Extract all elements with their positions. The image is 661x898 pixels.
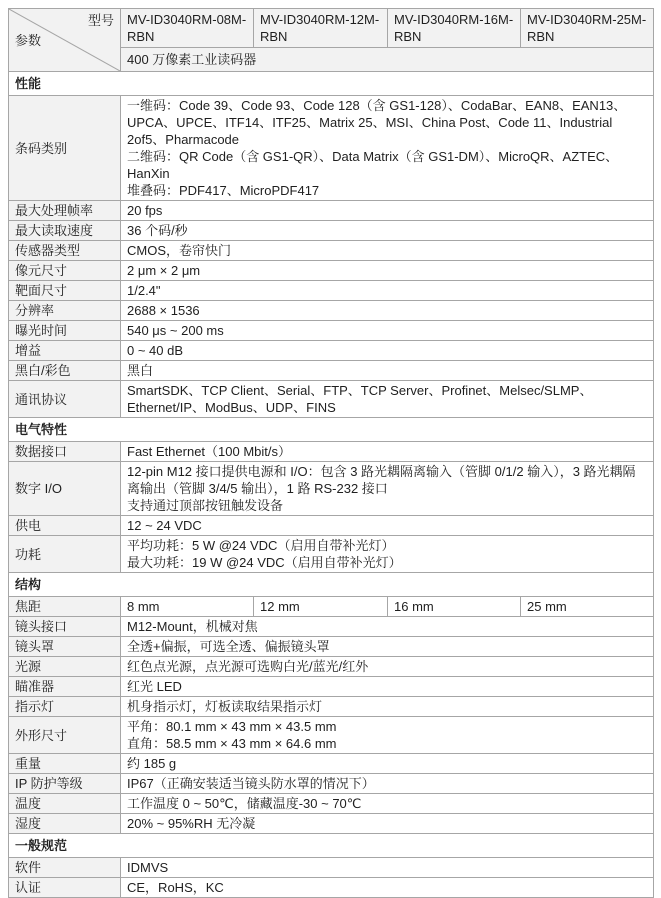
spec-value: 25 mm (521, 597, 654, 617)
spec-value: Fast Ethernet（100 Mbit/s） (121, 442, 654, 462)
spec-row-max-read-speed (9, 221, 654, 241)
spec-label: 数据接口 (9, 442, 121, 462)
spec-value: 36 个码/秒 (121, 221, 654, 241)
spec-row-indicator (9, 697, 654, 717)
spec-value: 2688 × 1536 (121, 301, 654, 321)
spec-value-line: 平角：80.1 mm × 43 mm × 43.5 mm (127, 719, 337, 734)
spec-value (121, 96, 654, 201)
spec-value: 16 mm (388, 597, 521, 617)
spec-label: 传感器类型 (9, 241, 121, 261)
spec-label: 增益 (9, 341, 121, 361)
spec-value: 0 ~ 40 dB (121, 341, 654, 361)
spec-label: 分辨率 (9, 301, 121, 321)
spec-label: 最大读取速度 (9, 221, 121, 241)
section-header-electrical (9, 418, 654, 442)
spec-label: 外形尺寸 (9, 717, 121, 754)
spec-label: 镜头接口 (9, 617, 121, 637)
spec-row-aimer (9, 677, 654, 697)
corner-cell (9, 9, 121, 72)
section-title: 性能 (9, 72, 654, 96)
spec-label: 数字 I/O (9, 462, 121, 516)
spec-label: 重量 (9, 754, 121, 774)
spec-label: 镜头罩 (9, 637, 121, 657)
spec-row-power-supply (9, 516, 654, 536)
spec-value-line: 堆叠码：PDF417、MicroPDF417 (127, 183, 320, 198)
spec-value: 1/2.4" (121, 281, 654, 301)
spec-value: 20% ~ 95%RH 无冷凝 (121, 814, 654, 834)
spec-value (121, 717, 654, 754)
spec-row-dimensions (9, 717, 654, 754)
spec-label: IP 防护等级 (9, 774, 121, 794)
spec-value: 12 ~ 24 VDC (121, 516, 654, 536)
spec-label: 指示灯 (9, 697, 121, 717)
spec-row-lens-mount (9, 617, 654, 637)
spec-row-max-frame-rate (9, 201, 654, 221)
spec-value: 8 mm (121, 597, 254, 617)
spec-value-line: 直角：58.5 mm × 43 mm × 64.6 mm (127, 736, 337, 751)
spec-row-weight (9, 754, 654, 774)
spec-row-temperature (9, 794, 654, 814)
spec-value: CMOS，卷帘快门 (121, 241, 654, 261)
spec-value-line: 支持通过顶部按钮触发设备 (127, 498, 284, 513)
spec-label: 温度 (9, 794, 121, 814)
model-header-row (9, 9, 654, 48)
spec-value: 约 185 g (121, 754, 654, 774)
model-name: MV-ID3040RM-08M-RBN (121, 9, 254, 48)
section-header-general (9, 834, 654, 858)
spec-table (8, 8, 654, 898)
section-header-structure (9, 573, 654, 597)
spec-row-protocols (9, 381, 654, 418)
spec-row-sensor-format (9, 281, 654, 301)
model-name: MV-ID3040RM-16M-RBN (388, 9, 521, 48)
spec-label: 像元尺寸 (9, 261, 121, 281)
spec-value-line: 12-pin M12 接口提供电源和 I/O：包含 3 路光耦隔离输入（管脚 0/1/2 输入），3 路光耦隔离输出（管脚 3/4/5 输出），1 路 RS-232 接口 (127, 464, 636, 496)
spec-label: 供电 (9, 516, 121, 536)
spec-row-data-interface (9, 442, 654, 462)
spec-row-certification (9, 878, 654, 898)
spec-value: CE，RoHS，KC (121, 878, 654, 898)
spec-value: 20 fps (121, 201, 654, 221)
spec-row-power-consumption (9, 536, 654, 573)
spec-row-digital-io (9, 462, 654, 516)
spec-label: 曝光时间 (9, 321, 121, 341)
spec-row-sensor-type (9, 241, 654, 261)
section-title: 结构 (9, 573, 654, 597)
spec-row-barcode-types (9, 96, 654, 201)
spec-value: SmartSDK、TCP Client、Serial、FTP、TCP Server、Profinet、Melsec/SLMP、Ethernet/IP、ModBus、UDP、FINS (121, 381, 654, 418)
spec-value: 工作温度 0 ~ 50℃，储藏温度-30 ~ 70℃ (121, 794, 654, 814)
spec-row-lens-cover (9, 637, 654, 657)
spec-row-resolution (9, 301, 654, 321)
spec-label: 软件 (9, 858, 121, 878)
spec-value: 黑白 (121, 361, 654, 381)
spec-value-line: 二维码：QR Code（含 GS1-QR）、Data Matrix（含 GS1-DM）、MicroQR、AZTEC、HanXin (127, 149, 619, 181)
spec-label: 条码类别 (9, 96, 121, 201)
section-header-performance (9, 72, 654, 96)
spec-value: 机身指示灯，灯板读取结果指示灯 (121, 697, 654, 717)
spec-row-exposure-time (9, 321, 654, 341)
spec-row-software (9, 858, 654, 878)
spec-label: 光源 (9, 657, 121, 677)
spec-row-humidity (9, 814, 654, 834)
spec-value: IP67（正确安装适当镜头防水罩的情况下） (121, 774, 654, 794)
spec-row-ip-rating (9, 774, 654, 794)
corner-param-label: 参数 (15, 33, 42, 48)
spec-value: 红色点光源，点光源可选购白光/蓝光/红外 (121, 657, 654, 677)
spec-value: 红光 LED (121, 677, 654, 697)
spec-row-light-source (9, 657, 654, 677)
spec-value: IDMVS (121, 858, 654, 878)
spec-label: 靶面尺寸 (9, 281, 121, 301)
section-title: 电气特性 (9, 418, 654, 442)
model-name: MV-ID3040RM-12M-RBN (254, 9, 388, 48)
spec-value: 12 mm (254, 597, 388, 617)
spec-label: 认证 (9, 878, 121, 898)
spec-value: 2 μm × 2 μm (121, 261, 654, 281)
spec-label: 黑白/彩色 (9, 361, 121, 381)
spec-label: 通讯协议 (9, 381, 121, 418)
spec-label: 功耗 (9, 536, 121, 573)
spec-label: 最大处理帧率 (9, 201, 121, 221)
spec-row-focal-length (9, 597, 654, 617)
corner-model-label: 型号 (87, 13, 114, 28)
series-description: 400 万像素工业读码器 (121, 48, 654, 72)
spec-value-line: 一维码：Code 39、Code 93、Code 128（含 GS1-128）、CodaBar、EAN8、EAN13、UPCA、UPCE、ITF14、ITF25、Matrix 25、MSI、China Post、Code 11、Industrial 2of5、Pharmacode (127, 98, 627, 147)
spec-row-gain (9, 341, 654, 361)
model-name: MV-ID3040RM-25M-RBN (521, 9, 654, 48)
spec-label: 湿度 (9, 814, 121, 834)
section-title: 一般规范 (9, 834, 654, 858)
spec-row-pixel-size (9, 261, 654, 281)
spec-value: 全透+偏振，可选全透、偏振镜头罩 (121, 637, 654, 657)
spec-value-line: 最大功耗：19 W @24 VDC（启用自带补光灯） (127, 555, 402, 570)
spec-label: 焦距 (9, 597, 121, 617)
spec-value (121, 536, 654, 573)
spec-value: M12-Mount，机械对焦 (121, 617, 654, 637)
spec-value-line: 平均功耗：5 W @24 VDC（启用自带补光灯） (127, 538, 395, 553)
spec-value: 540 μs ~ 200 ms (121, 321, 654, 341)
spec-value (121, 462, 654, 516)
spec-label: 瞄准器 (9, 677, 121, 697)
spec-row-mono-color (9, 361, 654, 381)
